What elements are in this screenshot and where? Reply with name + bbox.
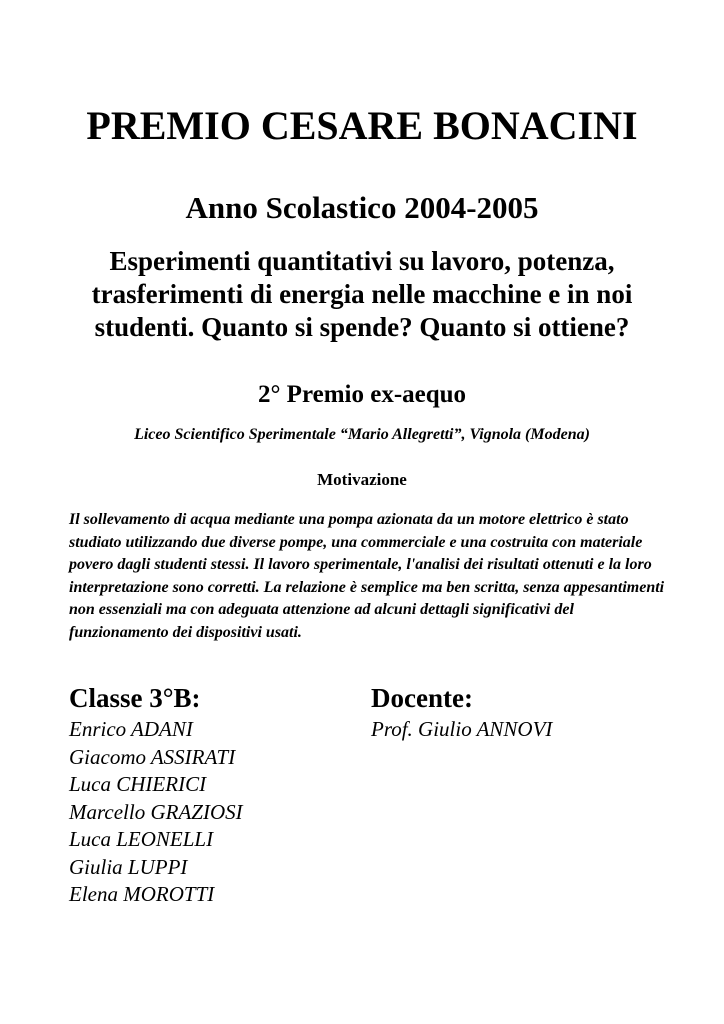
- school-name: Liceo Scientifico Sperimentale “Mario Allegretti”, Vignola (Modena): [134, 426, 590, 443]
- student-name: Giacomo ASSIRATI: [69, 744, 236, 769]
- class-heading: Classe 3°B:: [69, 683, 201, 713]
- student-name: Luca LEONELLI: [69, 827, 214, 851]
- motivation-text: Il sollevamento di acqua mediante una pompa azionata da un motore elettrico è stato studiato utilizzando due diverse pompe, una commerciale e una costruita con materiale povero dagli studenti stessi. Il lavoro sperimentale, l'analisi dei risultati ottenuti e la loro interpretazione sono corretti. La relazione è semplice ma ben scritta, senza appesantimenti non essenziali ma con adeguata attenzione ad alcuni dettagli significativi del funzionamento dei dispositivi usati.: [69, 511, 665, 641]
- award-title: PREMIO CESARE BONACINI: [86, 103, 638, 148]
- student-name: Marcello GRAZIOSI: [69, 799, 243, 824]
- teacher-section: [371, 681, 691, 744]
- teacher-list: [371, 716, 691, 744]
- student-name: Elena MOROTTI: [69, 882, 215, 906]
- motivation-heading: Motivazione: [317, 470, 407, 489]
- student-name: Enrico ADANI: [69, 717, 193, 741]
- project-title: Esperimenti quantitativi su lavoro, potenza, trasferimenti di energia nelle macchine e in noi studenti. Quanto si spende? Quanto si ottiene?: [91, 246, 633, 342]
- class-section: [69, 681, 359, 909]
- prize-label: 2° Premio ex-aequo: [257, 381, 467, 408]
- teacher-heading: Docente:: [371, 683, 473, 713]
- student-name: Luca CHIERICI: [69, 772, 207, 796]
- student-name: Giulia LUPPI: [69, 854, 188, 879]
- student-list: [69, 716, 359, 909]
- teacher-name: Prof. Giulio ANNOVI: [371, 717, 553, 741]
- school-year: Anno Scolastico 2004-2005: [185, 190, 539, 225]
